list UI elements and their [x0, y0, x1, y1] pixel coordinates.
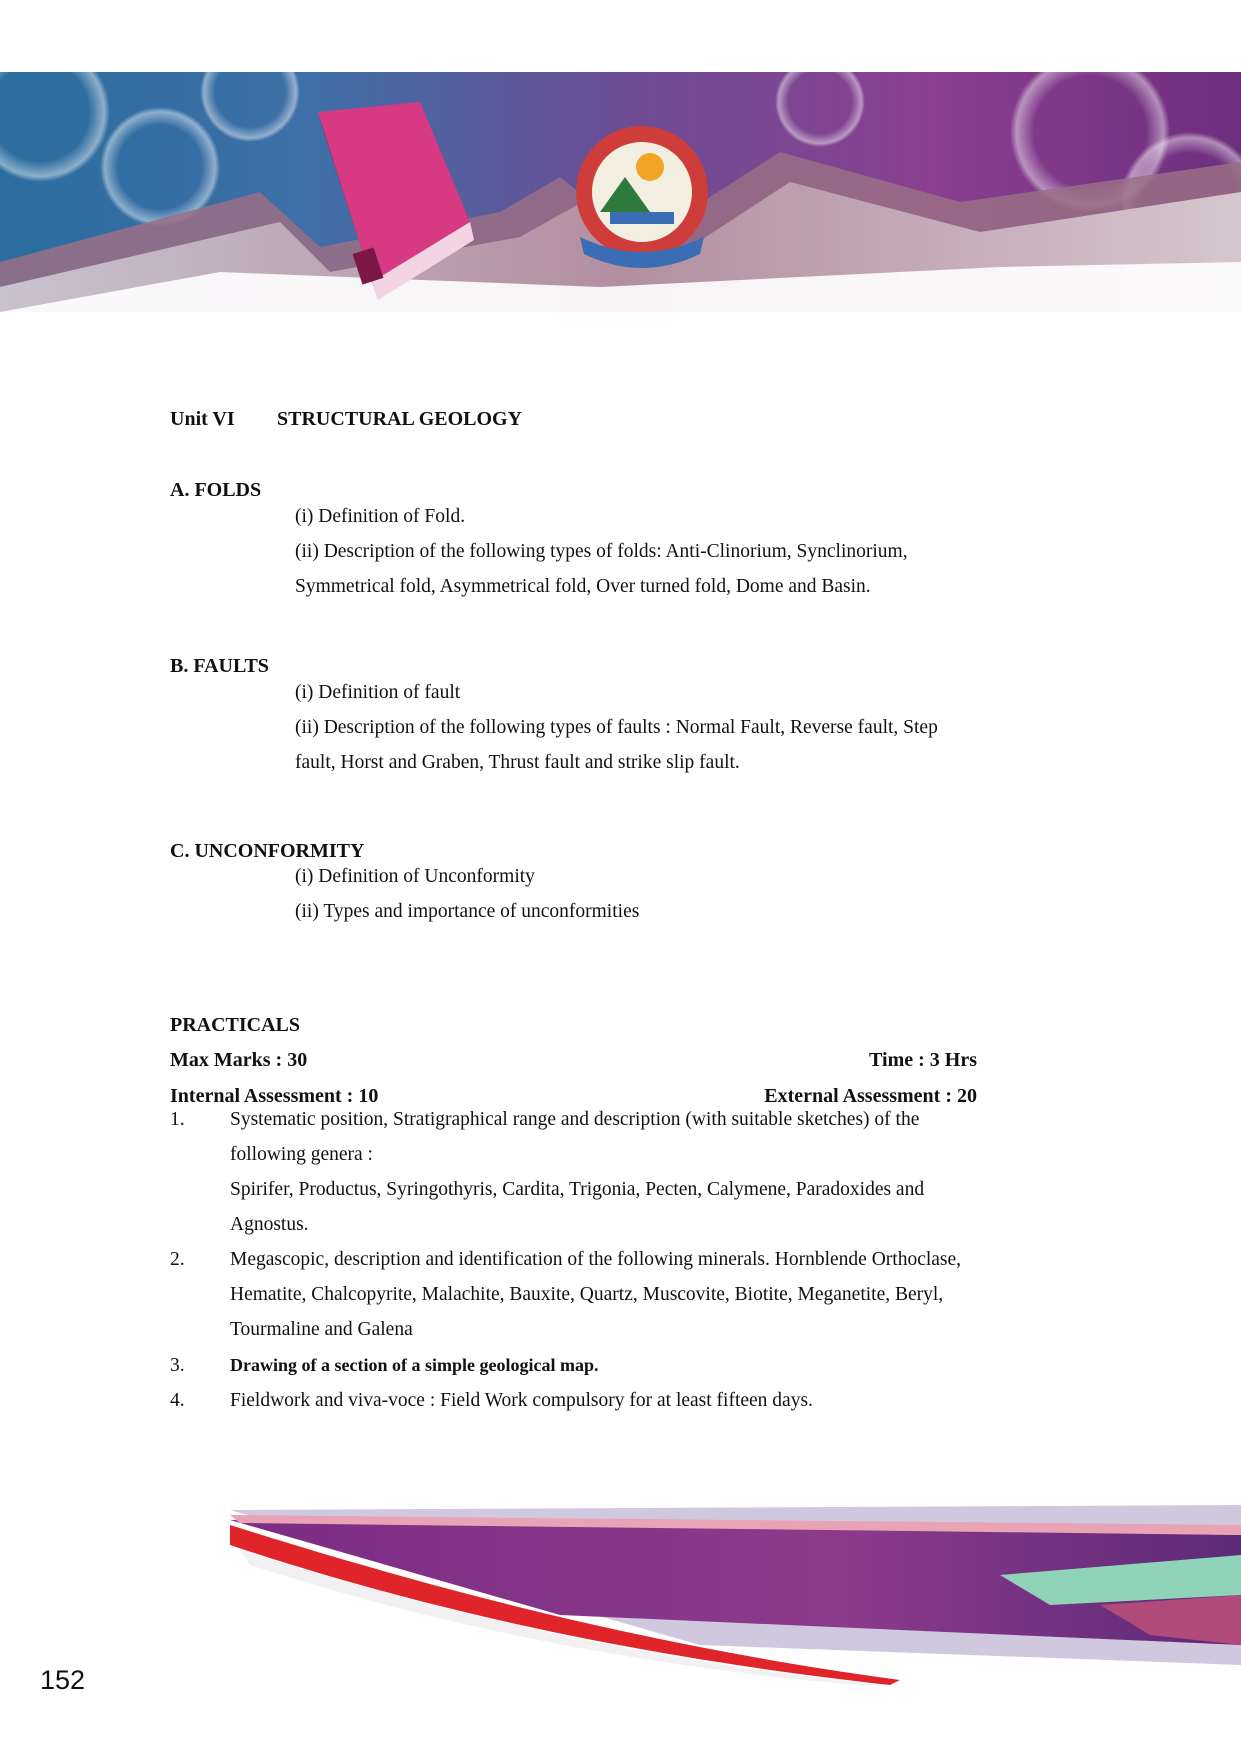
practical-item-line: following genera :: [230, 1144, 373, 1165]
practical-item-number: 2.: [170, 1249, 185, 1270]
unit-number: Unit VI: [170, 408, 235, 430]
practical-item-line: Agnostus.: [230, 1214, 309, 1235]
external-assessment: External Assessment : 20: [764, 1085, 977, 1107]
practical-item-line: Hematite, Chalcopyrite, Malachite, Bauxite, Quartz, Muscovite, Biotite, Meganetite, Beryl,: [230, 1284, 944, 1305]
practical-item-line: Fieldwork and viva-voce : Field Work compulsory for at least fifteen days.: [230, 1390, 813, 1411]
practical-item-line: Tourmaline and Galena: [230, 1319, 413, 1340]
section-heading-unconformity: C. UNCONFORMITY: [170, 840, 365, 862]
faults-line: (i) Definition of fault: [295, 682, 461, 703]
internal-assessment: Internal Assessment : 10: [170, 1085, 379, 1107]
folds-line: (i) Definition of Fold.: [295, 506, 466, 527]
practical-item-line: Drawing of a section of a simple geological map.: [230, 1355, 599, 1375]
practicals-title: PRACTICALS: [170, 1014, 301, 1036]
folds-line: Symmetrical fold, Asymmetrical fold, Over turned fold, Dome and Basin.: [295, 576, 871, 597]
max-marks: Max Marks : 30: [170, 1049, 308, 1071]
practical-item-line: Megascopic, description and identification of the following minerals. Hornblende Orthoclase,: [230, 1249, 962, 1270]
practical-item-line: Systematic position, Stratigraphical range and description (with suitable sketches) of the: [230, 1109, 920, 1130]
faults-line: (ii) Description of the following types of faults : Normal Fault, Reverse fault, Step: [295, 717, 938, 738]
unit-title: STRUCTURAL GEOLOGY: [277, 408, 523, 430]
folds-line: (ii) Description of the following types of folds: Anti-Clinorium, Synclinorium,: [295, 541, 908, 562]
practical-item-number: 1.: [170, 1109, 185, 1130]
section-heading-folds: A. FOLDS: [170, 479, 262, 501]
practical-item-line: Spirifer, Productus, Syringothyris, Cardita, Trigonia, Pecten, Calymene, Paradoxides and: [230, 1179, 925, 1200]
faults-line: fault, Horst and Graben, Thrust fault and strike slip fault.: [295, 752, 740, 773]
unconformity-line: (ii) Types and importance of unconformities: [295, 901, 640, 922]
footer-band: [0, 1495, 1241, 1685]
section-heading-faults: B. FAULTS: [170, 655, 269, 677]
practical-item-number: 4.: [170, 1390, 185, 1411]
page-number: 152: [40, 1665, 86, 1695]
time-allowed: Time : 3 Hrs: [869, 1049, 977, 1071]
practical-item-number: 3.: [170, 1355, 185, 1376]
unconformity-line: (i) Definition of Unconformity: [295, 866, 535, 887]
